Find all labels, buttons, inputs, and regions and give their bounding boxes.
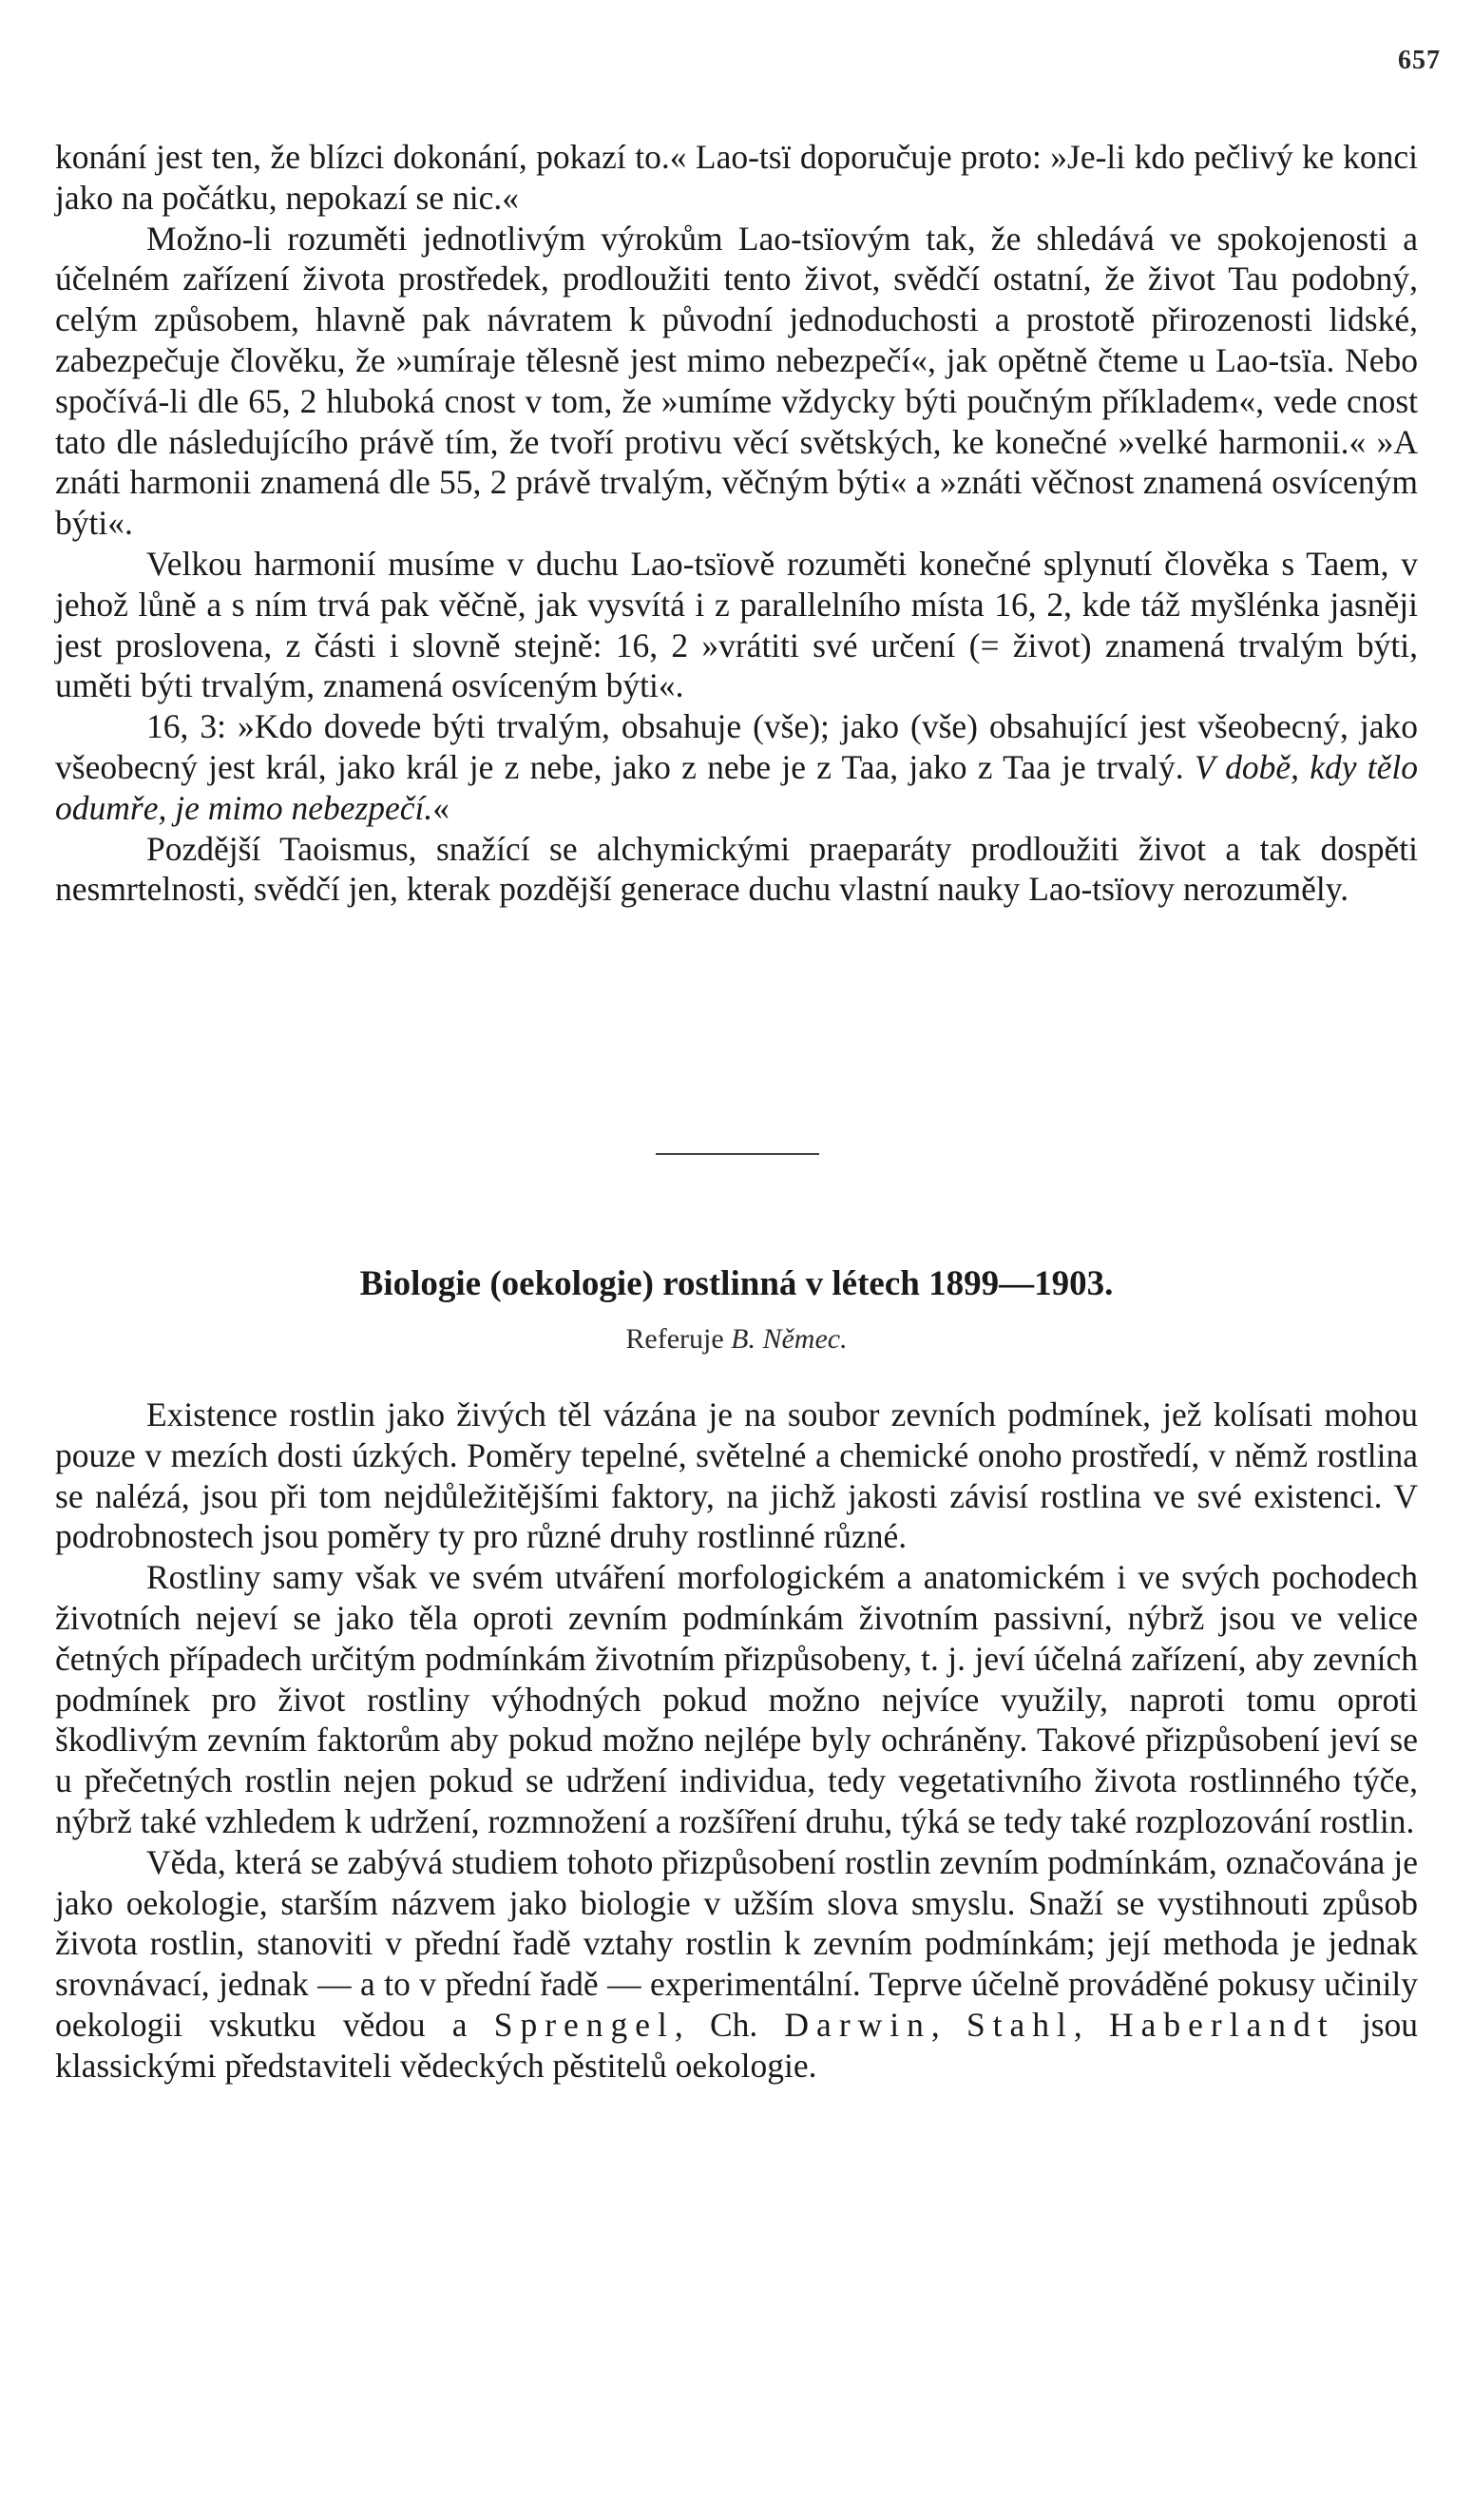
- byline-author: B. Němec.: [731, 1323, 848, 1355]
- paragraph: Existence rostlin jako živých těl vázána je na soubor zevních podmínek, jež kolísati mohou pouze v mezích dosti úzkých. Poměry tepelné, světelné a chemické onoho prostředí, v němž rostlina se nalézá, jsou při tom nejdůležitějšími faktory, na jichž jakosti závisí rostlina ve své existenci. V podrobnostech jsou poměry ty pro různé druhy rostlinné různé.: [55, 1395, 1418, 1556]
- italic-quote: V době, kdy tělo odumře, je mimo nebezpečí.: [55, 747, 1419, 827]
- paragraph: Velkou harmonií musíme v duchu Lao-tsïově rozuměti konečné splynutí člověka s Taem, v jehož lůně a s ním trvá pak věčně, jak vysvítá i z parallelního místa 16, 2, kde táž myšlénka jasněji jest proslovena, z části i slovně stejně: 16, 2 »vrátiti své určení (= život) znamená trvalým býti, uměti býti trvalým, znamená osvíceným býti«.: [55, 544, 1418, 705]
- page-number: 657: [1398, 46, 1441, 75]
- paragraph-text: jsou klassickými představiteli vědeckých pěstitelů oekologie.: [55, 2005, 1419, 2085]
- section-divider: [656, 1153, 819, 1155]
- name-darwin: Darwin: [784, 2005, 931, 2044]
- separator: ,: [930, 2005, 940, 2044]
- byline-label: Referuje: [625, 1323, 724, 1355]
- article-title: Biologie (oekologie) rostlinná v létech 1899—1903.: [359, 1264, 1114, 1303]
- paragraph: Možno-li rozuměti jednotlivým výrokům Lao-tsïovým tak, že shledává ve spokojenosti a účelném zařízení života prostředek, prodloužiti tento život, svědčí ostatní, že život Tau podobný, celým způsobem, hlavně pak návratem k původní jednoduchosti a prostotě přirozenosti lidské, zabezpečuje člověku, že »umíraje tělesně jest mimo nebezpečí«, jak opětně čteme u Lao-tsïa. Nebo spočívá-li dle 65, 2 hluboká cnost v tom, že »umíme vždycky býti poučným příkladem«, vede cnost tato dle následujícího právě tím, že tvoří protivu věcí světských, ke konečné »velké harmonii.« »A znáti harmonii znamená dle 55, 2 právě trvalým, věčným býti« a »znáti věčnost znamená osvíceným býti«.: [55, 219, 1418, 543]
- name-stahl: Stahl: [966, 2005, 1074, 2044]
- closing-quote: «: [432, 788, 450, 827]
- paragraph: [55, 1842, 1418, 2087]
- paragraph-text: Věda, která se zabývá studiem tohoto přizpůsobení rostlin zevním podmínkám, označována je jako oekologie, starším názvem jako biologie v užším slova smyslu. Snaží se vystihnouti způsob života rostlin, stanoviti v přední řadě vztahy rostlin k zevním podmínkám; její methoda je jednak srovnávací, jednak — a to v přední řadě — experimentální. Teprve účelně prováděné pokusy učinily oekologii vskutku vědou a: [55, 1842, 1418, 2044]
- article-byline: [0, 1323, 1473, 1356]
- paragraph: [55, 706, 1418, 828]
- name-haberlandt: Haberlandt: [1108, 2005, 1335, 2044]
- top-text-section: [55, 137, 1418, 910]
- paragraph-text: 16, 3: »Kdo dovede býti trvalým, obsahuje (vše); jako (vše) obsahující jest všeobecný, jako všeobecný jest král, jako král je z nebe, jako z nebe je z Taa, jako z Taa je trvalý.: [55, 707, 1418, 786]
- article-body: [55, 1395, 1418, 2087]
- paragraph: konání jest ten, že blízci dokonání, pokazí to.« Lao-tsï doporučuje proto: »Je-li kdo pečlivý ke konci jako na počátku, nepokazí se nic.«: [55, 138, 1418, 217]
- separator: ,: [1073, 2005, 1082, 2044]
- paragraph: Pozdější Taoismus, snažící se alchymickými praeparáty prodloužiti život a tak dospěti nesmrtelnosti, svědčí jen, kterak pozdější generace duchu vlastní nauky Lao-tsïovy nerozuměly.: [55, 829, 1418, 909]
- name-sprengel: Sprengel: [493, 2005, 675, 2044]
- paragraph: Rostliny samy však ve svém utváření morfologickém a anatomickém i ve svých pochodech životních nejeví se jako těla oproti zevním podmínkám životním passivní, nýbrž jsou ve velice četných případech určitým podmínkám životním přizpůsobeny, t. j. jeví účelná zařízení, aby zevních podmínek pro život rostliny výhodných pokud možno nejvíce využily, naproti tomu oproti škodlivým zevním faktorům aby pokud možno nejlépe byly ochráněny. Takové přizpůsobení jeví se u přečetných rostlin nejen pokud se udržení individua, tedy vegetativního života rostlinného týče, nýbrž také vzhledem k udržení, rozmnožení a rozšíření druhu, týká se tedy také rozplozování rostlin.: [55, 1558, 1418, 1840]
- separator: , Ch.: [674, 2005, 758, 2044]
